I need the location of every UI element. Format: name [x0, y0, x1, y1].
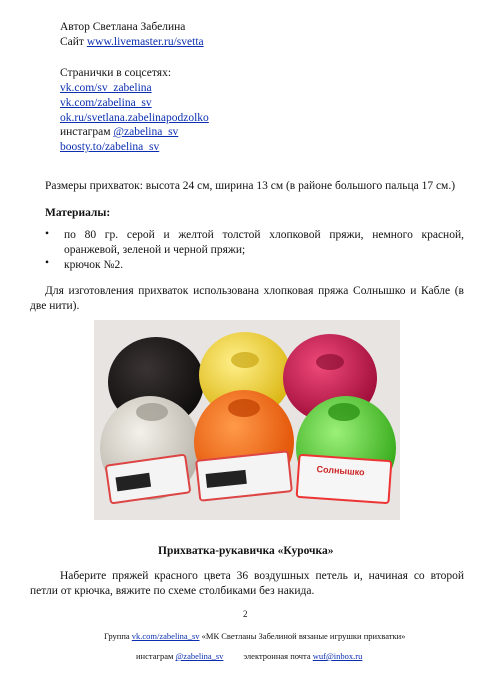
materials-title: Материалы:: [45, 207, 111, 219]
green-yarn-label: [297, 455, 392, 503]
materials-item-2: крючок №2.: [64, 259, 124, 271]
author-line: Автор Светлана Забелина: [60, 21, 186, 33]
yarn-balls-illustration: [94, 320, 400, 520]
site-prefix: Сайт: [60, 36, 87, 48]
yarn-note: Для изготовления прихваток использована хлопковая пряжа Солнышко и Кабле (в две нити).: [30, 285, 464, 312]
instagram-prefix: инстаграм: [60, 126, 114, 138]
sizes-text: Размеры прихваток: высота 24 см, ширина 13 см (в районе большого пальца 17 см.): [45, 180, 456, 192]
social-title: Странички в соцсетях:: [60, 67, 172, 79]
footer-group-link[interactable]: vk.com/zabelina_sv: [131, 631, 200, 641]
yarn-photo: [94, 320, 400, 520]
footer-email-prefix: электронная почта: [243, 651, 313, 661]
ok-link[interactable]: ok.ru/svetlana.zabelinapodzolko: [60, 112, 209, 124]
bullet-1: •: [45, 228, 50, 240]
instagram-link[interactable]: @zabelina_sv: [113, 126, 179, 138]
footer-contact-line: [136, 651, 362, 661]
vk-link-2[interactable]: vk.com/zabelina_sv: [60, 97, 152, 109]
footer-instagram-link[interactable]: @zabelina_sv: [175, 651, 224, 661]
footer-group-line: [104, 631, 405, 641]
footer-group-prefix: Группа: [104, 631, 132, 641]
vk-link-1[interactable]: vk.com/sv_zabelina: [60, 82, 152, 94]
instagram-line: [60, 125, 178, 139]
page-number: 2: [243, 609, 248, 619]
instruction-text: Наберите пряжей красного цвета 36 воздушных петель и, начиная со второй петли от крючка, вяжите по схеме столбиками без накида.: [30, 570, 464, 597]
site-link[interactable]: www.livemaster.ru/svetta: [86, 36, 204, 48]
footer-group-suffix: «МК Светланы Забелиной вязаные игрушки прихватки»: [199, 631, 406, 641]
section-title: Прихватка-рукавичка «Курочка»: [158, 545, 334, 557]
site-line: [60, 35, 204, 49]
bullet-2: •: [45, 257, 50, 269]
footer-email-link[interactable]: wuf@inbox.ru: [312, 651, 363, 661]
boosty-link[interactable]: boosty.to/zabelina_sv: [60, 141, 160, 153]
yarn-brand-text: Солнышко: [316, 464, 365, 478]
materials-item-1: по 80 гр. серой и желтой толстой хлопковой пряжи, немного красной, оранжевой, зеленой и черной пряжи;: [64, 229, 464, 256]
footer-instagram-prefix: инстаграм: [136, 651, 176, 661]
